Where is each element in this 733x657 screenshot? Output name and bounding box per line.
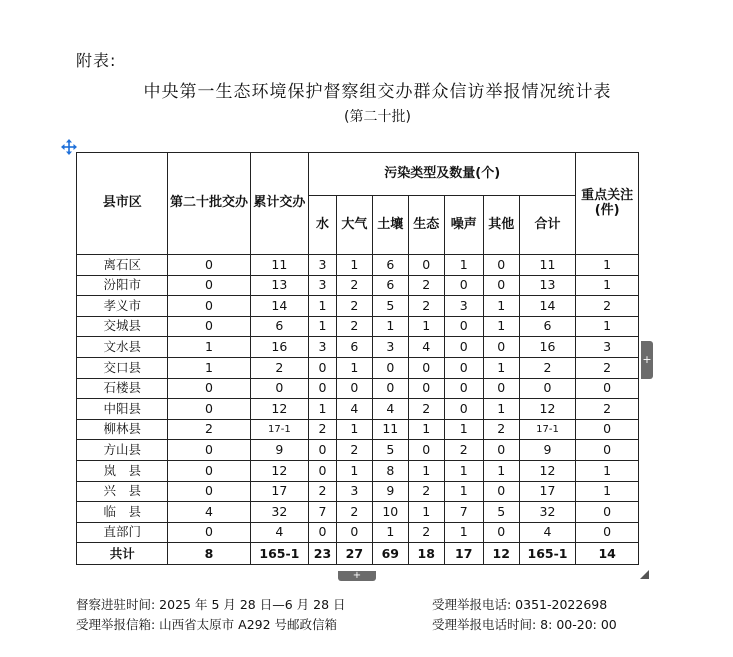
table-move-handle-icon[interactable] xyxy=(61,139,77,155)
cell-county: 方山县 xyxy=(77,440,168,461)
cell-other: 0 xyxy=(483,337,519,358)
cell-ecology: 2 xyxy=(408,296,444,317)
cell-water: 2 xyxy=(309,481,337,502)
cell-other: 1 xyxy=(483,399,519,420)
cell-soil: 5 xyxy=(372,440,408,461)
cell-subtotal: 12 xyxy=(519,399,576,420)
cell-subtotal: 2 xyxy=(519,357,576,378)
cell-ecology: 0 xyxy=(408,357,444,378)
cell-soil: 4 xyxy=(372,399,408,420)
cell-water: 3 xyxy=(309,255,337,276)
header-soil: 土壤 xyxy=(372,196,408,255)
cell-other: 5 xyxy=(483,502,519,523)
cell-air: 2 xyxy=(336,316,372,337)
cell-batch: 0 xyxy=(168,296,250,317)
cell-cumulative: 12 xyxy=(250,399,309,420)
table-row xyxy=(77,419,639,440)
cell-county: 直部门 xyxy=(77,522,168,543)
cell-cumulative: 2 xyxy=(250,357,309,378)
cell-batch: 0 xyxy=(168,378,250,399)
table-row xyxy=(77,255,639,276)
cell-subtotal: 9 xyxy=(519,440,576,461)
cell-soil: 0 xyxy=(372,357,408,378)
cell-ecology: 2 xyxy=(408,275,444,296)
cell-subtotal: 11 xyxy=(519,255,576,276)
cell-batch: 0 xyxy=(168,275,250,296)
cell-cumulative: 9 xyxy=(250,440,309,461)
cell-ecology: 4 xyxy=(408,337,444,358)
cell-noise: 1 xyxy=(444,255,483,276)
header-air: 大气 xyxy=(336,196,372,255)
cell-soil: 1 xyxy=(372,522,408,543)
cell-air: 2 xyxy=(336,275,372,296)
cell-water: 2 xyxy=(309,419,337,440)
header-county: 县市区 xyxy=(77,153,168,255)
total-subtotal: 165-1 xyxy=(519,543,576,565)
cell-cumulative: 32 xyxy=(250,502,309,523)
add-row-plus-icon[interactable]: + xyxy=(338,571,376,581)
total-soil: 69 xyxy=(372,543,408,565)
cell-water: 1 xyxy=(309,316,337,337)
table-row xyxy=(77,522,639,543)
cell-key: 3 xyxy=(576,337,639,358)
cell-cumulative: 12 xyxy=(250,460,309,481)
total-batch: 8 xyxy=(168,543,250,565)
header-pollution-group: 污染类型及数量(个) xyxy=(309,153,576,196)
cell-key: 2 xyxy=(576,296,639,317)
cell-subtotal: 17-1 xyxy=(519,419,576,440)
cell-noise: 3 xyxy=(444,296,483,317)
cell-noise: 1 xyxy=(444,481,483,502)
cell-water: 0 xyxy=(309,440,337,461)
cell-key: 1 xyxy=(576,255,639,276)
cell-batch: 1 xyxy=(168,337,250,358)
cell-soil: 1 xyxy=(372,316,408,337)
header-noise: 噪声 xyxy=(444,196,483,255)
cell-batch: 0 xyxy=(168,440,250,461)
cell-key: 2 xyxy=(576,357,639,378)
cell-other: 1 xyxy=(483,357,519,378)
cell-county: 汾阳市 xyxy=(77,275,168,296)
cell-subtotal: 12 xyxy=(519,460,576,481)
cell-county: 石楼县 xyxy=(77,378,168,399)
cell-key: 1 xyxy=(576,460,639,481)
total-air: 27 xyxy=(336,543,372,565)
cell-subtotal: 6 xyxy=(519,316,576,337)
cell-air: 0 xyxy=(336,378,372,399)
cell-other: 0 xyxy=(483,275,519,296)
cell-water: 0 xyxy=(309,357,337,378)
cell-noise: 0 xyxy=(444,399,483,420)
cell-other: 2 xyxy=(483,419,519,440)
header-water: 水 xyxy=(309,196,337,255)
cell-other: 0 xyxy=(483,378,519,399)
cell-batch: 2 xyxy=(168,419,250,440)
cell-cumulative: 11 xyxy=(250,255,309,276)
table-row xyxy=(77,460,639,481)
cell-county: 岚 县 xyxy=(77,460,168,481)
cell-water: 0 xyxy=(309,460,337,481)
total-key: 14 xyxy=(576,543,639,565)
cell-batch: 0 xyxy=(168,255,250,276)
complaint-statistics-table xyxy=(76,152,639,565)
cell-county: 临 县 xyxy=(77,502,168,523)
table-row xyxy=(77,399,639,420)
total-county: 共计 xyxy=(77,543,168,565)
table-resize-corner-icon[interactable] xyxy=(640,570,649,579)
table-row xyxy=(77,481,639,502)
cell-key: 0 xyxy=(576,419,639,440)
cell-noise: 0 xyxy=(444,378,483,399)
cell-ecology: 2 xyxy=(408,481,444,502)
attachment-label: 附表: xyxy=(76,51,117,70)
cell-soil: 0 xyxy=(372,378,408,399)
cell-air: 3 xyxy=(336,481,372,502)
cell-other: 0 xyxy=(483,522,519,543)
document-subtitle: (第二十批) xyxy=(344,109,411,125)
cell-cumulative: 4 xyxy=(250,522,309,543)
header-batch-assigned: 第二十批交办 xyxy=(168,153,250,255)
table-row xyxy=(77,296,639,317)
cell-ecology: 2 xyxy=(408,399,444,420)
cell-subtotal: 0 xyxy=(519,378,576,399)
cell-cumulative: 17-1 xyxy=(250,419,309,440)
cell-soil: 11 xyxy=(372,419,408,440)
table-row xyxy=(77,502,639,523)
cell-cumulative: 14 xyxy=(250,296,309,317)
cell-water: 1 xyxy=(309,296,337,317)
cell-ecology: 2 xyxy=(408,522,444,543)
cell-cumulative: 0 xyxy=(250,378,309,399)
cell-county: 兴 县 xyxy=(77,481,168,502)
cell-other: 1 xyxy=(483,296,519,317)
cell-ecology: 1 xyxy=(408,502,444,523)
cell-noise: 1 xyxy=(444,460,483,481)
header-ecology: 生态 xyxy=(408,196,444,255)
cell-water: 1 xyxy=(309,399,337,420)
cell-air: 1 xyxy=(336,357,372,378)
cell-key: 1 xyxy=(576,275,639,296)
cell-key: 2 xyxy=(576,399,639,420)
cell-soil: 10 xyxy=(372,502,408,523)
cell-air: 4 xyxy=(336,399,372,420)
cell-noise: 1 xyxy=(444,419,483,440)
cell-ecology: 0 xyxy=(408,378,444,399)
cell-ecology: 0 xyxy=(408,255,444,276)
cell-key: 0 xyxy=(576,502,639,523)
cell-air: 2 xyxy=(336,296,372,317)
cell-county: 柳林县 xyxy=(77,419,168,440)
cell-batch: 0 xyxy=(168,522,250,543)
cell-key: 1 xyxy=(576,481,639,502)
cell-air: 0 xyxy=(336,522,372,543)
cell-soil: 6 xyxy=(372,275,408,296)
cell-noise: 1 xyxy=(444,522,483,543)
cell-ecology: 1 xyxy=(408,419,444,440)
cell-key: 1 xyxy=(576,316,639,337)
cell-cumulative: 6 xyxy=(250,316,309,337)
cell-batch: 0 xyxy=(168,460,250,481)
cell-batch: 0 xyxy=(168,481,250,502)
cell-subtotal: 4 xyxy=(519,522,576,543)
cell-cumulative: 17 xyxy=(250,481,309,502)
header-cumulative-assigned: 累计交办 xyxy=(250,153,309,255)
cell-ecology: 1 xyxy=(408,316,444,337)
cell-water: 3 xyxy=(309,337,337,358)
report-hours: 受理举报电话时间: 8: 00-20: 00 xyxy=(432,617,617,632)
table-row xyxy=(77,440,639,461)
table-row xyxy=(77,316,639,337)
total-row xyxy=(77,543,639,565)
cell-water: 7 xyxy=(309,502,337,523)
cell-soil: 3 xyxy=(372,337,408,358)
cell-noise: 2 xyxy=(444,440,483,461)
cell-soil: 6 xyxy=(372,255,408,276)
cell-other: 0 xyxy=(483,481,519,502)
cell-air: 6 xyxy=(336,337,372,358)
document-title: 中央第一生态环境保护督察组交办群众信访举报情况统计表 xyxy=(143,82,612,102)
total-water: 23 xyxy=(309,543,337,565)
table-row xyxy=(77,275,639,296)
add-column-plus-icon[interactable]: + xyxy=(641,341,653,379)
cell-other: 1 xyxy=(483,316,519,337)
total-other: 12 xyxy=(483,543,519,565)
cell-air: 1 xyxy=(336,460,372,481)
cell-noise: 0 xyxy=(444,337,483,358)
cell-noise: 7 xyxy=(444,502,483,523)
cell-water: 3 xyxy=(309,275,337,296)
cell-air: 2 xyxy=(336,440,372,461)
cell-county: 文水县 xyxy=(77,337,168,358)
cell-other: 1 xyxy=(483,460,519,481)
cell-soil: 5 xyxy=(372,296,408,317)
table-row xyxy=(77,337,639,358)
cell-other: 0 xyxy=(483,255,519,276)
total-noise: 17 xyxy=(444,543,483,565)
table-body xyxy=(77,255,639,543)
cell-batch: 0 xyxy=(168,316,250,337)
cell-noise: 0 xyxy=(444,275,483,296)
cell-key: 0 xyxy=(576,522,639,543)
cell-water: 0 xyxy=(309,378,337,399)
cell-county: 交城县 xyxy=(77,316,168,337)
table-row xyxy=(77,378,639,399)
cell-subtotal: 13 xyxy=(519,275,576,296)
header-subtotal: 合计 xyxy=(519,196,576,255)
cell-batch: 4 xyxy=(168,502,250,523)
cell-batch: 1 xyxy=(168,357,250,378)
cell-county: 交口县 xyxy=(77,357,168,378)
cell-county: 中阳县 xyxy=(77,399,168,420)
report-mailbox: 受理举报信箱: 山西省太原市 A292 号邮政信箱 xyxy=(76,617,338,632)
cell-soil: 8 xyxy=(372,460,408,481)
cell-water: 0 xyxy=(309,522,337,543)
cell-other: 0 xyxy=(483,440,519,461)
cell-noise: 0 xyxy=(444,316,483,337)
cell-noise: 0 xyxy=(444,357,483,378)
cell-subtotal: 16 xyxy=(519,337,576,358)
cell-batch: 0 xyxy=(168,399,250,420)
cell-soil: 9 xyxy=(372,481,408,502)
inspection-period: 督察进驻时间: 2025 年 5 月 28 日—6 月 28 日 xyxy=(76,597,346,612)
cell-subtotal: 17 xyxy=(519,481,576,502)
cell-subtotal: 14 xyxy=(519,296,576,317)
cell-ecology: 1 xyxy=(408,460,444,481)
header-key-focus: 重点关注(件) xyxy=(576,153,639,255)
cell-air: 2 xyxy=(336,502,372,523)
cell-key: 0 xyxy=(576,378,639,399)
cell-key: 0 xyxy=(576,440,639,461)
cell-cumulative: 13 xyxy=(250,275,309,296)
cell-cumulative: 16 xyxy=(250,337,309,358)
cell-county: 孝义市 xyxy=(77,296,168,317)
table-row xyxy=(77,357,639,378)
cell-county: 离石区 xyxy=(77,255,168,276)
cell-ecology: 0 xyxy=(408,440,444,461)
header-other: 其他 xyxy=(483,196,519,255)
total-cumulative: 165-1 xyxy=(250,543,309,565)
cell-air: 1 xyxy=(336,419,372,440)
cell-air: 1 xyxy=(336,255,372,276)
report-phone: 受理举报电话: 0351-2022698 xyxy=(432,597,608,612)
cell-subtotal: 32 xyxy=(519,502,576,523)
total-ecology: 18 xyxy=(408,543,444,565)
